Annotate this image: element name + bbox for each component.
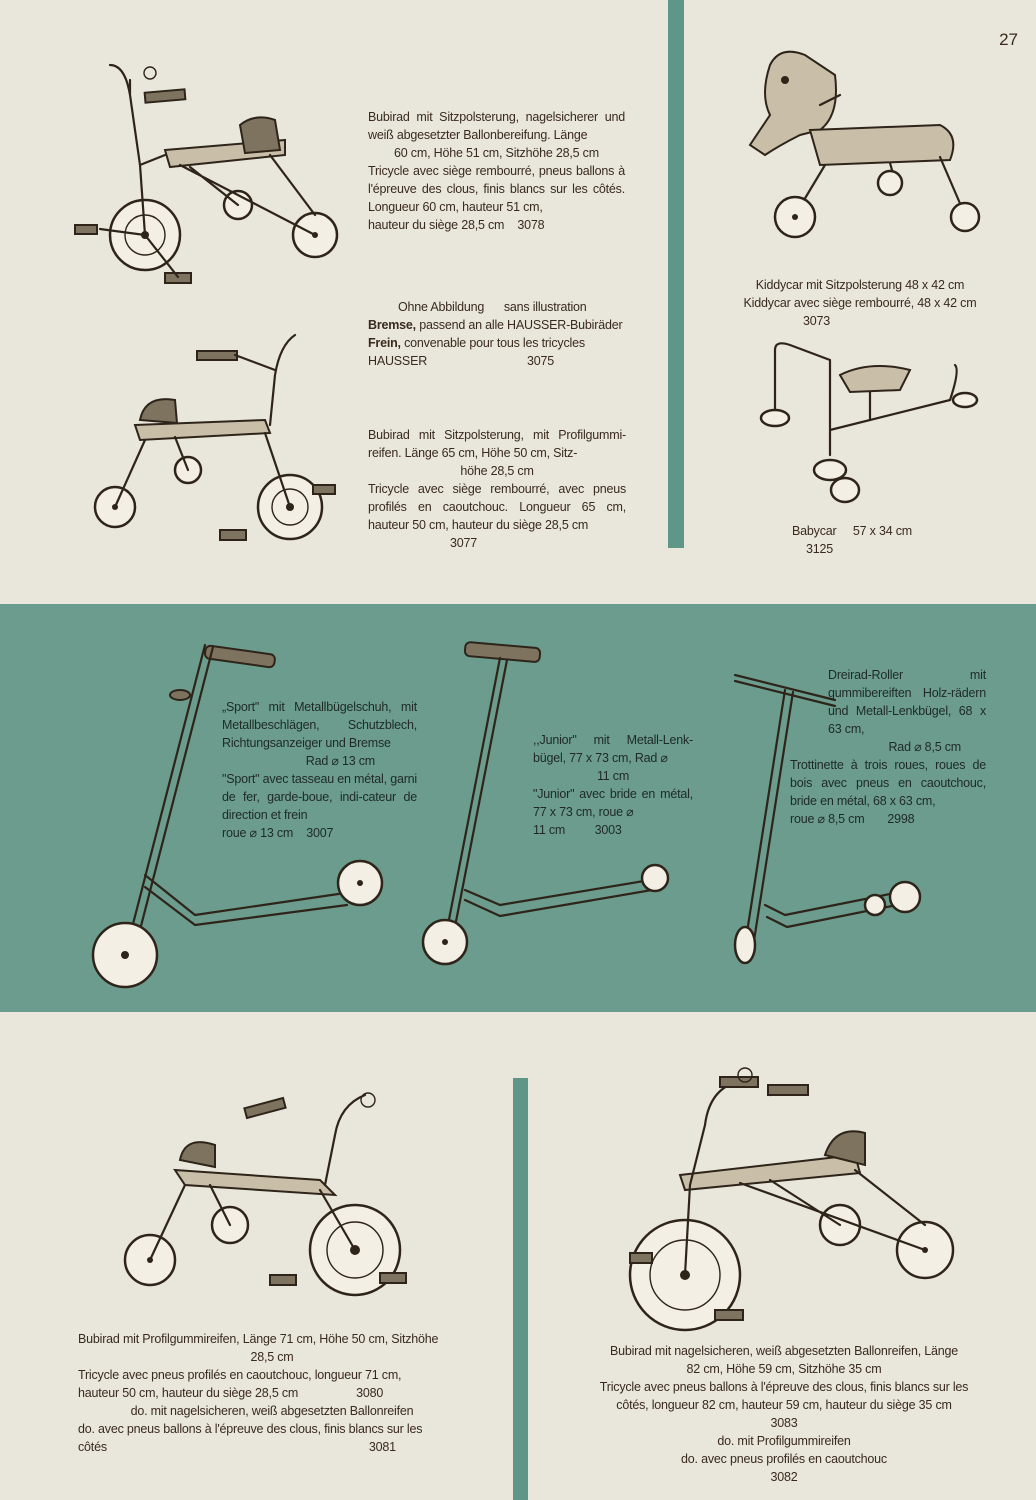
item-3075-description — [368, 298, 625, 370]
item-3003-number: 3003 — [594, 823, 622, 837]
item-3077-de2: höhe 28,5 cm — [460, 464, 534, 478]
item-3078-number: 3078 — [517, 218, 545, 232]
item-3073-de: Kiddycar mit Sitzpolsterung 48 x 42 cm — [755, 278, 965, 292]
item-2998-fr2: roue ⌀ 8,5 cm — [790, 812, 865, 826]
item-3007-de2: Rad ⌀ 13 cm — [305, 754, 375, 768]
item-3007-number: 3007 — [306, 826, 334, 840]
item-3003-fr2: 11 cm — [533, 823, 566, 837]
item-3080-description — [78, 1330, 466, 1456]
item-3081-de: do. mit nagelsicheren, weiß abgesetzten Ballonreifen — [130, 1404, 414, 1418]
item-3003-de2: 11 cm — [596, 769, 630, 783]
item-3082-fr: do. avec pneus profilés en caoutchouc — [681, 1452, 887, 1466]
item-3125-size: 57 x 34 cm — [852, 524, 912, 538]
item-3077-fr: Tricycle avec siège rembourré, avec pneus profilés en caoutchouc. Longueur 65 cm, hauteur 50 cm, hauteur du siège 28,5 cm — [368, 482, 626, 532]
item-3077-description — [368, 426, 626, 552]
item-2998-number: 2998 — [887, 812, 915, 826]
item-3081-fr2: côtés — [78, 1440, 107, 1454]
item-3075-number: 3075 — [527, 354, 555, 368]
item-3083-de: Bubirad mit nagelsicheren, weiß abgesetzten Ballonreifen, Länge — [609, 1344, 959, 1358]
item-3073-number: 3073 — [803, 314, 831, 328]
item-3073-description — [715, 276, 1005, 330]
item-3078-fr: Tricycle avec siège rembourré, pneus ballons à l'épreuve des clous, finis blancs sur les côtés. Longueur 60 cm, hauteur 51 cm, — [368, 164, 625, 214]
item-3078-fr2: hauteur du siège 28,5 cm — [368, 218, 505, 232]
item-3007-de: „Sport" mit Metallbügelschuh, mit Metallbeschlägen, Schutzblech, Richtungsanzeiger und Bremse — [222, 700, 417, 750]
item-3003-de: ,,Junior" mit Metall-Lenk-bügel, 77 x 73 cm, Rad ⌀ — [533, 733, 693, 765]
item-3083-description — [588, 1342, 980, 1486]
item-3073-fr: Kiddycar avec siège rembourré, 48 x 42 cm — [743, 296, 977, 310]
item-3003-fr: "Junior" avec bride en métal, 77 x 73 cm, roue ⌀ — [533, 787, 693, 819]
item-3081-fr: do. avec pneus ballons à l'épreuve des clous, finis blancs sur les — [78, 1422, 423, 1436]
item-3075-fr-bold: Frein, — [368, 336, 401, 350]
item-3075-de-bold: Bremse, — [368, 318, 416, 332]
item-3082-number: 3082 — [770, 1470, 798, 1484]
item-2998-de2: Rad ⌀ 8,5 cm — [888, 740, 961, 754]
item-3075-de: passend an alle HAUSSER-Bubiräder — [415, 318, 623, 332]
kiddycar-3073-illustration — [740, 45, 980, 240]
item-3077-de: Bubirad mit Sitzpolsterung, mit Profilgummi-reifen. Länge 65 cm, Höhe 50 cm, Sitz- — [368, 428, 626, 460]
tricycle-3083-illustration — [620, 1065, 960, 1350]
tricycle-3080-illustration — [120, 1085, 420, 1330]
item-3083-number: 3083 — [770, 1416, 798, 1430]
item-3075-line1b: sans illustration — [503, 300, 587, 314]
item-3083-fr2: côtés, longueur 82 cm, hauteur 59 cm, hauteur du siège 35 cm — [616, 1398, 952, 1412]
item-3077-number: 3077 — [450, 536, 478, 550]
item-3075-fr2: HAUSSER — [368, 354, 428, 368]
item-3003-description — [533, 731, 693, 839]
item-3080-de: Bubirad mit Profilgummireifen, Länge 71 cm, Höhe 50 cm, Sitzhöhe — [78, 1332, 439, 1346]
item-2998-fr: Trottinette à trois roues, roues de bois avec pneus en caoutchouc, bride en métal, 68 x 63 cm, — [790, 758, 986, 808]
item-3083-fr: Tricycle avec pneus ballons à l'épreuve des clous, finis blancs sur les — [599, 1380, 969, 1394]
item-3075-line1a: Ohne Abbildung — [398, 300, 485, 314]
item-3078-de: Bubirad mit Sitzpolsterung, nagelsicherer und weiß abgesetzter Ballonbereifung. Länge — [368, 110, 625, 142]
item-3080-fr: Tricycle avec pneus profilés en caoutchouc, longueur 71 cm, — [78, 1368, 402, 1382]
item-3125-description — [792, 522, 992, 558]
item-3078-de2: 60 cm, Höhe 51 cm, Sitzhöhe 28,5 cm — [394, 146, 599, 160]
item-3083-de2: 82 cm, Höhe 59 cm, Sitzhöhe 35 cm — [686, 1362, 882, 1376]
item-3078-description — [368, 108, 625, 234]
divider-bar-bottom — [513, 1078, 528, 1500]
item-3075-fr: convenable pour tous les tricycles — [400, 336, 585, 350]
item-2998-de: Dreirad-Roller mit gummibereiften Holz-rädern und Metall-Lenkbügel, 68 x 63 cm, — [828, 668, 986, 736]
item-3007-fr2: roue ⌀ 13 cm — [222, 826, 294, 840]
tricycle-3078-illustration — [70, 55, 370, 295]
item-3080-number: 3080 — [356, 1386, 384, 1400]
item-3082-de: do. mit Profilgummireifen — [717, 1434, 851, 1448]
item-3007-description — [222, 698, 417, 842]
item-3081-number: 3081 — [368, 1440, 396, 1454]
item-3080-fr2: hauteur 50 cm, hauteur du siège 28,5 cm — [78, 1386, 299, 1400]
item-3125-name: Babycar — [792, 524, 837, 538]
divider-bar-top — [668, 0, 684, 548]
tricycle-3077-illustration — [85, 325, 355, 555]
page-number: 27 — [999, 30, 1018, 49]
item-3080-de2: 28,5 cm — [250, 1350, 294, 1364]
item-3007-fr: "Sport" avec tasseau en métal, garni de fer, garde-boue, indi-cateur de direction et frein — [222, 772, 417, 822]
item-3125-number: 3125 — [806, 542, 834, 556]
item-2998-description — [790, 666, 986, 828]
babycar-3125-illustration — [750, 330, 980, 510]
